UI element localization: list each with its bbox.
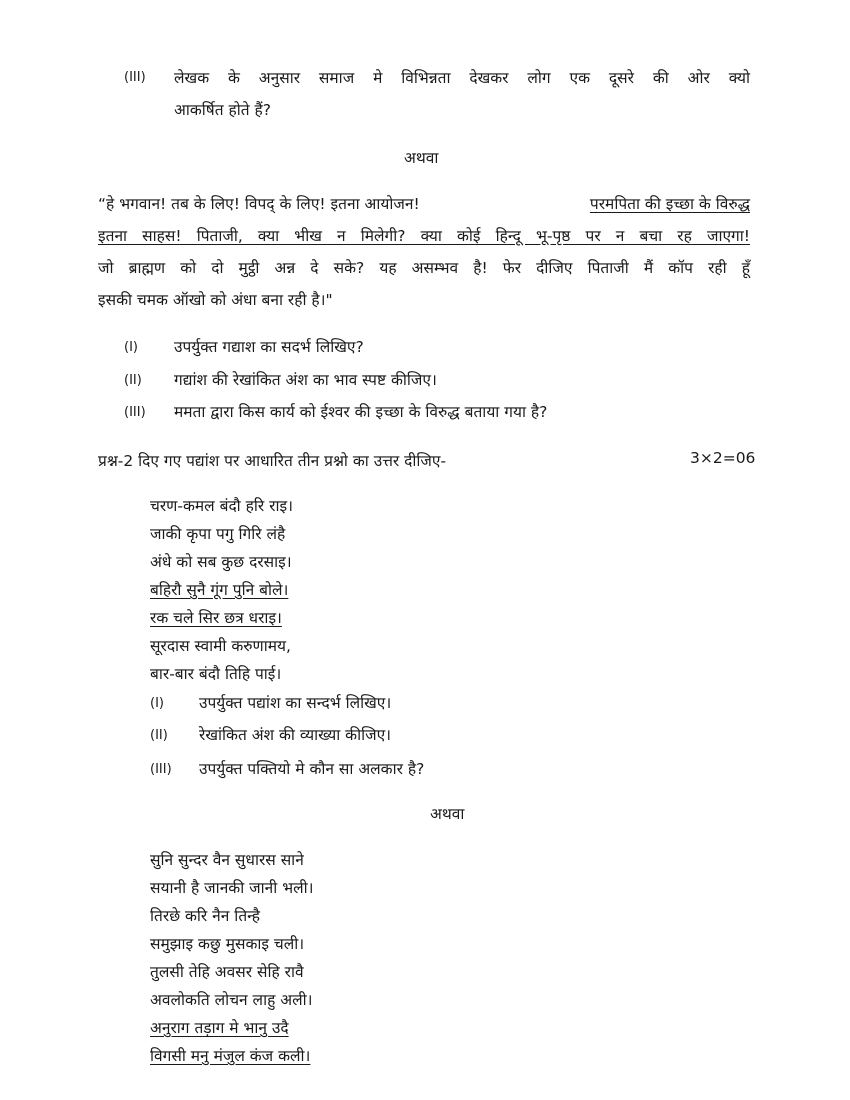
poem1-q1-number: (I) [150,696,164,711]
passage-line-4: इसकी चमक ऑखो को अंधा बना रही है।" [98,291,333,309]
poem1-line-5: रक चले सिर छत्र धराइ। [150,609,282,627]
poem1-q3-text: उपर्युक्त पक्तियो मे कौन सा अलकार है? [199,760,425,778]
or-heading-1: अथवा [404,149,439,167]
poem1-q3-number: (III) [150,762,172,777]
passage-q2-text: गद्यांश की रेखांकित अंश का भाव स्पष्ट कीजिए। [174,371,437,389]
passage-line1-plain: “हे भगवान! तब के लिए! विपद् के लिए! इतना आयोजन! [98,195,420,213]
poem1-q2-text: रेखांकित अंश की व्याख्या कीजिए। [199,726,392,744]
poem2-line-8: विगसी मनु मंजुल कंज कली। [150,1047,311,1065]
passage-line-2 [98,224,750,246]
q1-part3-text-line2: आकर्षित होते हैं? [174,101,271,119]
passage-line-1 [98,192,750,214]
or-heading-2: अथवा [430,805,465,823]
passage-line-3 [98,256,750,278]
passage-q1-number: (I) [124,340,138,355]
poem1-line-2: जाकी कृपा पगु गिरि लंहै [150,525,286,543]
poem1-line-7: बार-बार बंदौ तिहि पाई। [150,665,282,683]
poem1-line-1: चरण-कमल बंदौ हरि राइ। [150,497,293,515]
poem1-line-6: सूरदास स्वामी करुणामय, [150,637,291,655]
poem2-line-6: अवलोकति लोचन लाहु अली। [150,991,313,1009]
passage-line1-underlined: परमपिता की इच्छा के विरुद्ध [589,195,750,213]
poem2-line-1: सुनि सुन्दर वैन सुधारस साने [150,851,304,869]
passage-q3-number: (III) [124,405,146,420]
passage-line3-text: जो ब्राह्मण को दो मुट्ठी अन्न दे सके? यह असम्भव है! फेर दीजिए पिताजी मैं कॉप रही हूँ [98,259,750,277]
poem2-line-7: अनुराग तड़ाग मे भानु उदै [150,1019,289,1037]
poem1-q2-number: (II) [150,728,168,743]
passage-q2-number: (II) [124,373,142,388]
q1-part3-number: (III) [124,70,146,85]
passage-q3-text: ममता द्वारा किस कार्य को ईश्वर की इच्छा के विरुद्ध बताया गया है? [174,403,548,421]
poem2-line-2: सयानी है जानकी जानी भली। [150,879,314,897]
poem2-line-5: तुलसी तेहि अवसर सेहि रावै [150,963,304,981]
poem1-line-4: बहिरौ सुनै गूंग पुनि बोले। [150,581,289,599]
question-2-heading: प्रश्न-2 दिए गए पद्यांश पर आधारित तीन प्रश्नो का उत्तर दीजिए- [98,452,447,470]
poem2-line-4: समुझाइ कछु मुसकाइ चली। [150,935,305,953]
q1-part3-text-line1 [174,66,750,88]
poem1-line-3: अंधे को सब कुछ दरसाइ। [150,553,292,571]
question-2-marks: 3×2=06 [690,449,756,467]
poem1-q1-text: उपर्युक्त पद्यांश का सन्दर्भ लिखिए। [199,694,392,712]
passage-line2-underlined: इतना साहस! पिताजी, क्या भीख न मिलेगी? क्या कोई हिन्दू भू-पृष्ठ पर न बचा रह जाएगा! [98,227,750,245]
q1-part3-line1: लेखक के अनुसार समाज मे विभिन्नता देखकर लोग एक दूसरे की ओर क्यो [174,69,750,87]
poem2-line-3: तिरछे करि नैन तिन्है [150,907,261,925]
passage-q1-text: उपर्युक्त गद्याश का सदर्भ लिखिए? [174,338,364,356]
